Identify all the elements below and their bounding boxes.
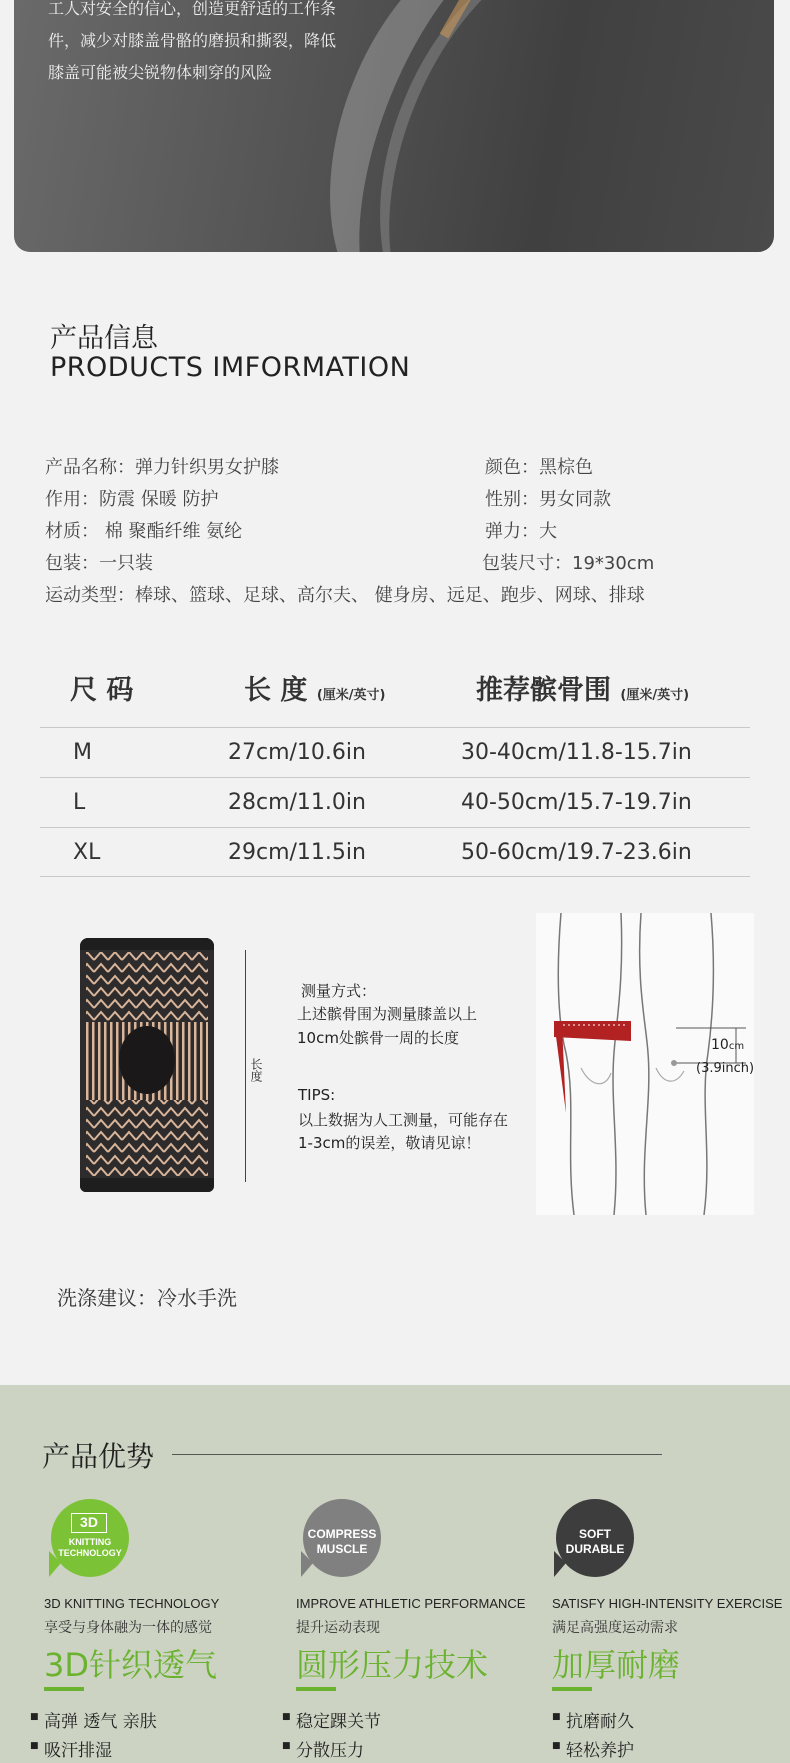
diagram-value: 10cm — [711, 1037, 745, 1053]
cell-length: 29cm/11.5in — [228, 840, 366, 865]
method-line: 上述髌骨围为测量膝盖以上 — [297, 1005, 478, 1023]
hero-line: 件，减少对膝盖骨骼的磨损和撕裂，降低 — [48, 31, 337, 50]
advantages-title: 产品优势 — [42, 1440, 155, 1473]
feature-bullet: ■ 稳定踝关节 — [296, 1707, 381, 1732]
feature-cn: 提升运动表现 — [296, 1620, 380, 1636]
tips-title: TIPS: — [298, 1086, 336, 1104]
accent-bar — [44, 1687, 84, 1691]
section-title-cn: 产品信息 — [50, 323, 158, 354]
feature-heading: 加厚耐磨 — [552, 1646, 681, 1684]
cell-size: L — [73, 790, 86, 815]
cell-circ: 50-60cm/19.7-23.6in — [461, 840, 692, 865]
length-label: 长度 — [249, 1058, 263, 1082]
hero-line: 膝盖可能被尖锐物体刺穿的风险 — [48, 63, 273, 82]
badge-soft — [556, 1499, 634, 1577]
cell-size: XL — [73, 840, 101, 865]
table-row — [40, 727, 750, 777]
info-function: 作用：防震 保暖 防护 — [45, 489, 219, 510]
cell-length: 28cm/11.0in — [228, 790, 366, 815]
info-color: 颜色：黑棕色 — [485, 457, 593, 478]
cell-circ: 30-40cm/11.8-15.7in — [461, 740, 692, 765]
cell-length: 27cm/10.6in — [228, 740, 366, 765]
feature-heading: 3D针织透气 — [44, 1646, 218, 1684]
cell-circ: 40-50cm/15.7-19.7in — [461, 790, 692, 815]
hero-line: 工人对安全的信心，创造更舒适的工作条 — [48, 0, 337, 18]
title-divider — [172, 1454, 662, 1455]
info-gender: 性别：男女同款 — [485, 489, 611, 510]
tips-line: 以上数据为人工测量，可能存在 — [298, 1111, 509, 1129]
badge-text: KNITTING TECHNOLOGY — [58, 1537, 122, 1558]
info-package: 包装：一只装 — [45, 553, 153, 574]
header-size: 尺 码 — [70, 675, 134, 706]
diagram-inch: (3.9inch) — [696, 1061, 755, 1076]
wash-advice: 洗涤建议：冷水手洗 — [57, 1286, 237, 1310]
feature-bullet: ■ 吸汗排湿 — [44, 1736, 112, 1761]
feature-en: IMPROVE ATHLETIC PERFORMANCE — [296, 1596, 526, 1611]
feature-bullet: ■ 分散压力 — [296, 1736, 364, 1761]
method-line: 10cm处髌骨一周的长度 — [297, 1029, 459, 1047]
badge-text: SOFT DURABLE — [565, 1527, 625, 1556]
info-elasticity: 弹力：大 — [485, 521, 557, 542]
feature-cn: 满足高强度运动需求 — [552, 1620, 678, 1636]
feature-en: SATISFY HIGH-INTENSITY EXERCISE — [552, 1596, 783, 1611]
accent-bar — [552, 1687, 592, 1691]
feature-bullet: ■ 抗磨耐久 — [566, 1707, 634, 1732]
accent-bar — [296, 1687, 336, 1691]
info-material: 材质： 棉 聚酯纤维 氨纶 — [45, 521, 243, 542]
hero-description — [48, 0, 378, 89]
info-sports: 运动类型：棒球、篮球、足球、高尔夫、 健身房、远足、跑步、网球、排球 — [45, 585, 645, 606]
feature-bullet: ■ 轻松养护 — [566, 1736, 634, 1761]
feature-heading: 圆形压力技术 — [296, 1646, 489, 1684]
knee-sleeve-image — [80, 938, 214, 1192]
header-circumference: 推荐髌骨围 (厘米/英寸) — [476, 675, 690, 706]
feature-en: 3D KNITTING TECHNOLOGY — [44, 1596, 220, 1611]
feature-bullet: ■ 高弹 透气 亲肤 — [44, 1707, 157, 1732]
length-indicator-line — [245, 950, 246, 1182]
tips-line: 1-3cm的误差，敬请见谅！ — [298, 1134, 481, 1152]
info-package-size: 包装尺寸：19*30cm — [482, 553, 655, 574]
table-row — [40, 777, 750, 827]
badge-3d-label: 3D — [71, 1513, 107, 1533]
badge-compress — [303, 1499, 381, 1577]
leg-measurement-diagram — [536, 913, 754, 1215]
table-row — [40, 827, 750, 877]
badge-text: COMPRESS MUSCLE — [307, 1527, 377, 1556]
hero-banner — [14, 0, 774, 252]
feature-cn: 享受与身体融为一体的感觉 — [44, 1620, 212, 1636]
section-title-en: PRODUCTS IMFORMATION — [50, 352, 411, 383]
cell-size: M — [73, 740, 92, 765]
info-name: 产品名称：弹力针织男女护膝 — [45, 457, 279, 478]
header-length: 长 度 (厘米/英寸) — [244, 675, 386, 706]
badge-3d-knitting — [51, 1499, 129, 1577]
method-title: 测量方式： — [301, 982, 377, 1000]
